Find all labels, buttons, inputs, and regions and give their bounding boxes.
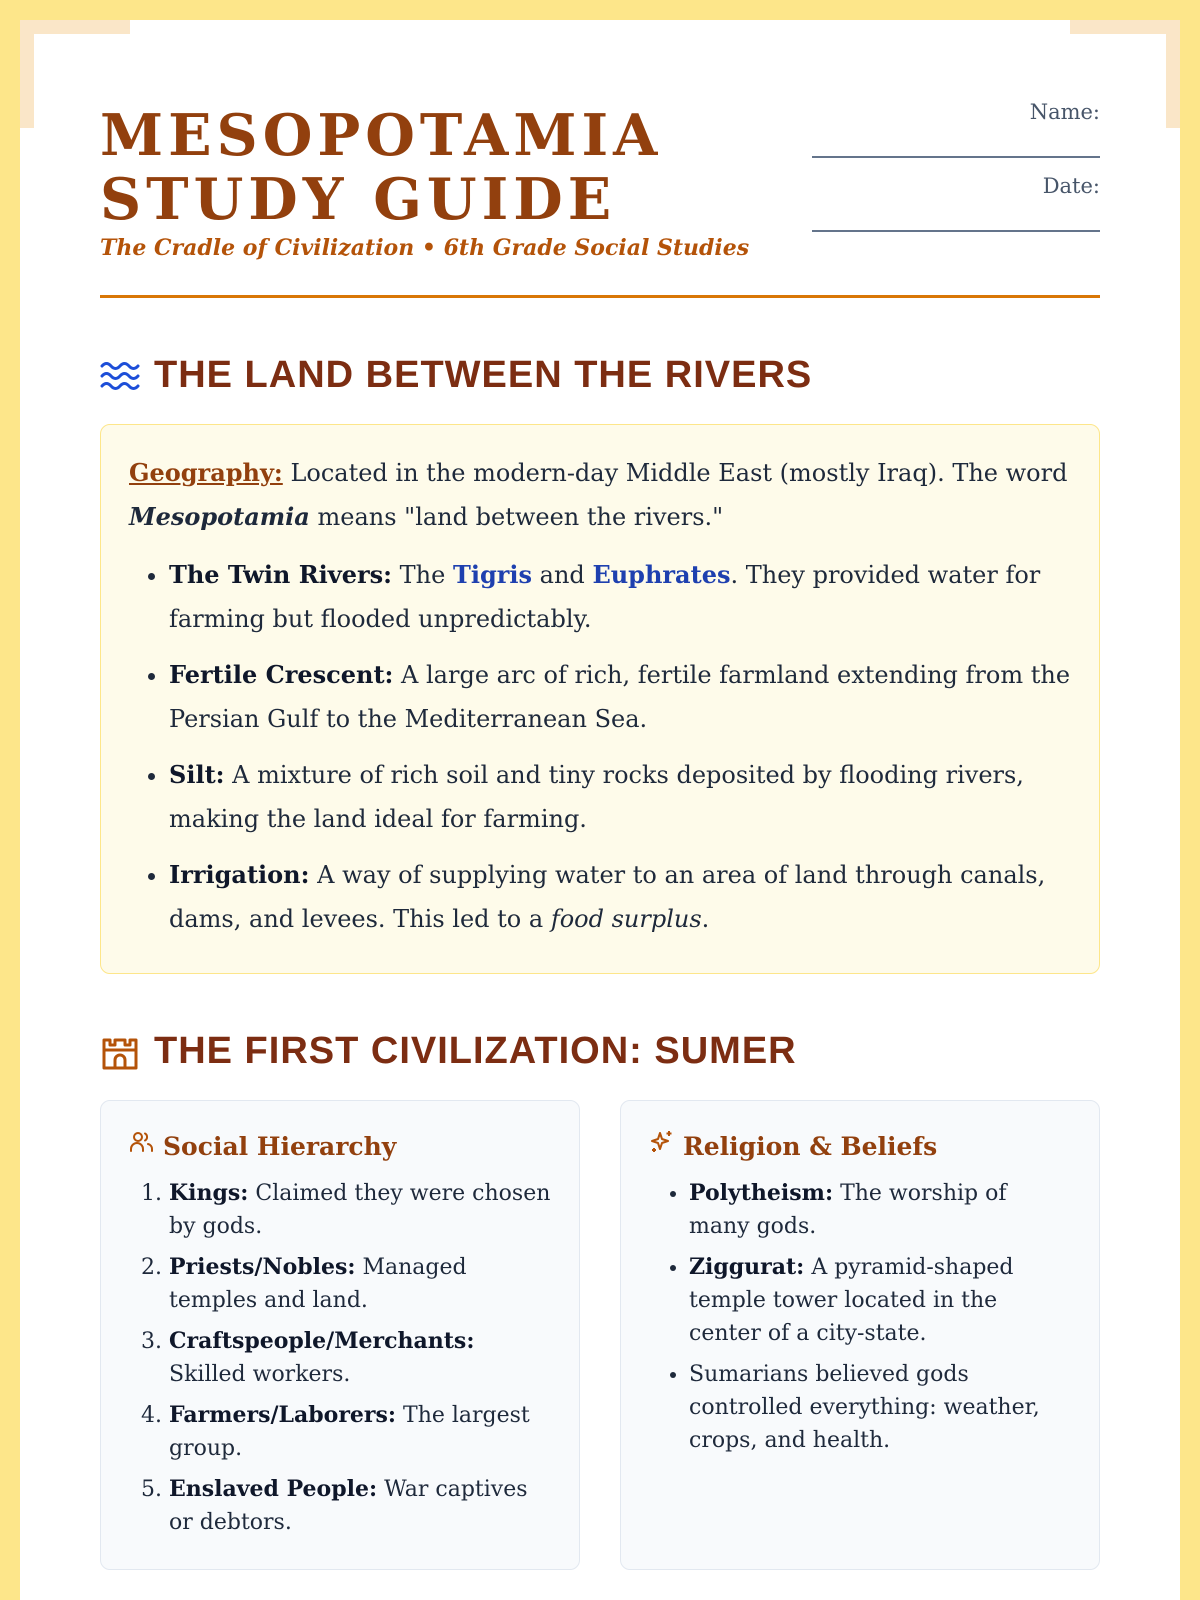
item-term: Craftspeople/Merchants: bbox=[169, 1328, 475, 1354]
page-header bbox=[100, 0, 1100, 298]
list-item bbox=[169, 1325, 551, 1391]
section-heading-text: THE LAND BETWEEN THE RIVERS bbox=[154, 354, 813, 396]
section-heading-sumer bbox=[100, 1030, 797, 1073]
list-item bbox=[689, 1358, 1071, 1457]
item-text: A way of supplying water to an area of land through canals, dams, and levees. This led to a bbox=[169, 861, 1046, 933]
social-hierarchy-list bbox=[129, 1177, 551, 1539]
item-text: War captives or debtors. bbox=[169, 1477, 528, 1535]
card-title bbox=[129, 1129, 551, 1163]
item-text: Claimed they were chosen by gods. bbox=[169, 1181, 551, 1239]
geography-label: Geography: bbox=[129, 458, 283, 487]
item-term: Priests/Nobles: bbox=[169, 1254, 356, 1280]
item-text: Sumarians believed gods controlled everything: weather, crops, and health. bbox=[689, 1362, 1040, 1453]
item-term: Fertile Crescent: bbox=[169, 660, 394, 689]
date-field[interactable] bbox=[812, 210, 1100, 232]
item-term: Farmers/Laborers: bbox=[169, 1402, 397, 1428]
intro-text: Located in the modern-day Middle East (mostly Iraq). The word bbox=[290, 459, 1068, 487]
item-text: The worship of many gods. bbox=[689, 1181, 1007, 1239]
card-title-text: Social Hierarchy bbox=[163, 1131, 397, 1161]
sparkles-icon bbox=[649, 1129, 675, 1163]
list-item bbox=[169, 653, 1071, 741]
religion-list bbox=[649, 1177, 1071, 1457]
intro-term: Mesopotamia bbox=[129, 502, 310, 531]
item-term: Ziggurat: bbox=[689, 1254, 805, 1280]
name-label: Name: bbox=[1029, 100, 1100, 124]
list-item bbox=[169, 1473, 551, 1539]
list-item bbox=[169, 553, 1071, 641]
geography-box bbox=[100, 424, 1100, 974]
castle-icon bbox=[100, 1032, 140, 1072]
item-emphasis: food surplus bbox=[550, 905, 702, 933]
social-hierarchy-card bbox=[100, 1100, 580, 1570]
card-title-text: Religion & Beliefs bbox=[683, 1131, 938, 1161]
religion-beliefs-card bbox=[620, 1100, 1100, 1570]
list-item bbox=[169, 1177, 551, 1243]
item-text: Skilled workers. bbox=[169, 1362, 351, 1387]
item-term: Silt: bbox=[169, 760, 225, 789]
item-text: and bbox=[539, 561, 585, 589]
section-heading-geography bbox=[100, 354, 812, 397]
card-title bbox=[649, 1129, 1071, 1163]
list-item bbox=[169, 853, 1071, 941]
list-item bbox=[169, 753, 1071, 841]
item-text: . bbox=[701, 905, 710, 933]
item-text: A mixture of rich soil and tiny rocks deposited by flooding rivers, making the land ideal for farming. bbox=[169, 761, 1024, 833]
intro-end: means "land between the rivers." bbox=[317, 503, 724, 531]
page-title: MESOPOTAMIA STUDY GUIDE bbox=[100, 102, 663, 233]
item-text: . They provided water for farming but flooded unpredictably. bbox=[169, 561, 1041, 633]
item-text: Managed temples and land. bbox=[169, 1255, 467, 1313]
name-field[interactable] bbox=[812, 136, 1100, 158]
item-term: The Twin Rivers: bbox=[169, 560, 393, 589]
study-guide bbox=[100, 0, 1100, 1535]
list-item bbox=[689, 1251, 1071, 1350]
list-item bbox=[169, 1399, 551, 1465]
river-euphrates: Euphrates bbox=[592, 560, 731, 589]
item-text: A pyramid-shaped temple tower located in the center of a city-state. bbox=[689, 1255, 1014, 1346]
item-term: Kings: bbox=[169, 1180, 249, 1206]
geography-intro bbox=[129, 451, 1071, 539]
page-subtitle: The Cradle of Civilization • 6th Grade Social Studies bbox=[100, 235, 750, 261]
corner-decoration bbox=[20, 20, 34, 128]
users-icon bbox=[129, 1129, 155, 1163]
list-item bbox=[689, 1177, 1071, 1243]
item-text: The largest group. bbox=[169, 1403, 530, 1461]
geography-list bbox=[129, 553, 1071, 941]
date-label: Date: bbox=[1042, 174, 1100, 198]
item-term: Enslaved People: bbox=[169, 1476, 378, 1502]
corner-decoration bbox=[1166, 20, 1180, 128]
item-text: A large arc of rich, fertile farmland extending from the Persian Gulf to the Mediterranean Sea. bbox=[169, 661, 1071, 733]
student-info bbox=[800, 100, 1100, 248]
section-heading-text: THE FIRST CIVILIZATION: SUMER bbox=[154, 1030, 797, 1072]
item-term: Polytheism: bbox=[689, 1180, 834, 1206]
waves-icon bbox=[100, 356, 140, 396]
item-text: The bbox=[399, 561, 446, 589]
river-tigris: Tigris bbox=[452, 560, 533, 589]
item-term: Irrigation: bbox=[169, 860, 310, 889]
list-item bbox=[169, 1251, 551, 1317]
